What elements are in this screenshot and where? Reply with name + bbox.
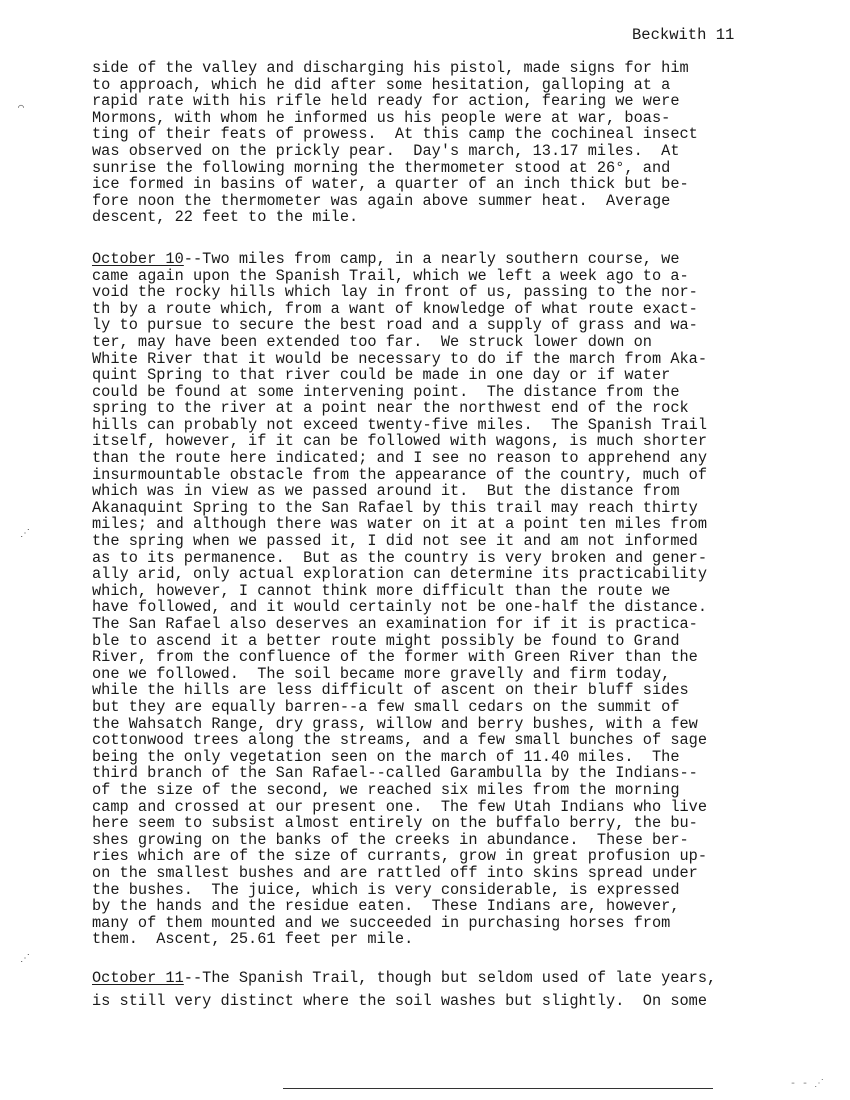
text-line: third branch of the San Rafael--called Garambulla by the Indians-- (92, 764, 698, 783)
text-line: is still very distinct where the soil washes but slightly. On some (92, 991, 708, 1010)
text-line: many of them mounted and we succeeded in purchasing horses from (92, 913, 671, 932)
text-line: while the hills are less difficult of ascent on their bluff sides (92, 681, 689, 700)
text-line: to approach, which he did after some hesitation, galloping at a (92, 75, 671, 94)
text-line: the spring when we passed it, I did not see it and am not informed (92, 532, 698, 551)
text-line: here seem to subsist almost entirely on the buffalo berry, the bu- (92, 814, 698, 833)
text-line: which was in view as we passed around it. But the distance from (92, 482, 680, 501)
text-line: of the size of the second, we reached six miles from the morning (92, 780, 680, 799)
text-line: ble to ascend it a better route might possibly be found to Grand (92, 631, 680, 650)
text-line: the bushes. The juice, which is very considerable, is expressed (92, 880, 680, 899)
text-line: shes growing on the banks of the creeks in abundance. These ber- (92, 830, 689, 849)
text-line: side of the valley and discharging his pistol, made signs for him (92, 59, 689, 77)
entry-date: October 11 (92, 968, 184, 987)
text-line: them. Ascent, 25.61 feet per mile. (92, 930, 414, 949)
text-line: than the route here indicated; and I see no reason to apprehend any (92, 449, 708, 468)
text-line: cottonwood trees along the streams, and a few small bunches of sage (92, 731, 708, 750)
text-line: ice formed in basins of water, a quarter of an inch thick but be- (92, 175, 689, 194)
text-line: sunrise the following morning the thermometer stood at 26°, and (92, 158, 671, 177)
text-line: fore noon the thermometer was again above summer heat. Average (92, 191, 671, 210)
entry-date: October 10 (92, 249, 184, 268)
text-line: hills can probably not exceed twenty-five miles. The Spanish Trail (92, 415, 708, 434)
text-line: camp and crossed at our present one. The few Utah Indians who live (92, 797, 708, 816)
text-line: have followed, and it would certainly not be one-half the distance. (92, 598, 708, 617)
text-line: but they are equally barren--a few small cedars on the summit of (92, 697, 680, 716)
text-line: could be found at some intervening point. The distance from the (92, 382, 680, 401)
text-line: River, from the confluence of the former with Green River than the (92, 648, 698, 667)
text-line (92, 967, 792, 990)
text-line: by the hands and the residue eaten. These Indians are, however, (92, 897, 680, 916)
margin-mark: ⌒ (18, 103, 25, 114)
paragraph (92, 967, 792, 1013)
text-line: on the smallest bushes and are rattled off into skins spread under (92, 863, 698, 882)
text-line: spring to the river at a point near the northwest end of the rock (92, 399, 689, 418)
text-line: as to its permanence. But as the country is very broken and gener- (92, 548, 708, 567)
text-line: rapid rate with his rifle held ready for action, fearing we were (92, 92, 680, 111)
text-span: --Two miles from camp, in a nearly southern course, we (183, 249, 680, 268)
text-line: ally arid, only actual exploration can determine its practicability (92, 565, 708, 584)
text-line: itself, however, if it can be followed with wagons, is much shorter (92, 432, 708, 451)
margin-mark: ‑ ‑ ⋰ (790, 1079, 825, 1090)
text-line: came again upon the Spanish Trail, which we left a week ago to a- (92, 266, 689, 285)
text-line: one we followed. The soil became more gravelly and firm today, (92, 664, 671, 683)
text-line: being the only vegetation seen on the march of 11.40 miles. The (92, 747, 680, 766)
text-line: miles; and although there was water on it at a point ten miles from (92, 515, 708, 534)
text-line: Akanaquint Spring to the San Rafael by this trail may reach thirty (92, 498, 698, 517)
margin-mark: ⋰ (20, 954, 30, 965)
text-line: insurmountable obstacle from the appearance of the country, much of (92, 465, 708, 484)
text-span: --The Spanish Trail, though but seldom used of late years, (183, 968, 717, 987)
margin-mark: ⋰ (20, 529, 30, 540)
text-line: Mormons, with whom he informed us his people were at war, boas- (92, 108, 671, 127)
text-line: quint Spring to that river could be made in one day or if water (92, 366, 671, 385)
text-line: White River that it would be necessary to do if the march from Aka- (92, 349, 708, 368)
text-line: ries which are of the size of currants, grow in great profusion up- (92, 847, 708, 866)
paragraph (92, 251, 792, 948)
footer-rule (283, 1088, 713, 1089)
text-line (92, 251, 792, 268)
page-header: Beckwith 11 (632, 26, 735, 44)
text-line: The San Rafael also deserves an examination for if it is practica- (92, 615, 698, 633)
paragraph (92, 60, 792, 226)
document-body (92, 60, 792, 1013)
text-line: descent, 22 feet to the mile. (92, 208, 359, 227)
text-line: which, however, I cannot think more difficult than the route we (92, 581, 671, 600)
text-line: void the rocky hills which lay in front of us, passing to the nor- (92, 283, 698, 302)
text-line: ting of their feats of prowess. At this camp the cochineal insect (92, 125, 698, 144)
text-line: ly to pursue to secure the best road and a supply of grass and wa- (92, 316, 698, 335)
text-line: ter, may have been extended too far. We struck lower down on (92, 332, 652, 351)
text-line: th by a route which, from a want of knowledge of what route exact- (92, 299, 698, 318)
text-line: the Wahsatch Range, dry grass, willow and berry bushes, with a few (92, 714, 698, 733)
text-line: was observed on the prickly pear. Day's march, 13.17 miles. At (92, 141, 680, 160)
